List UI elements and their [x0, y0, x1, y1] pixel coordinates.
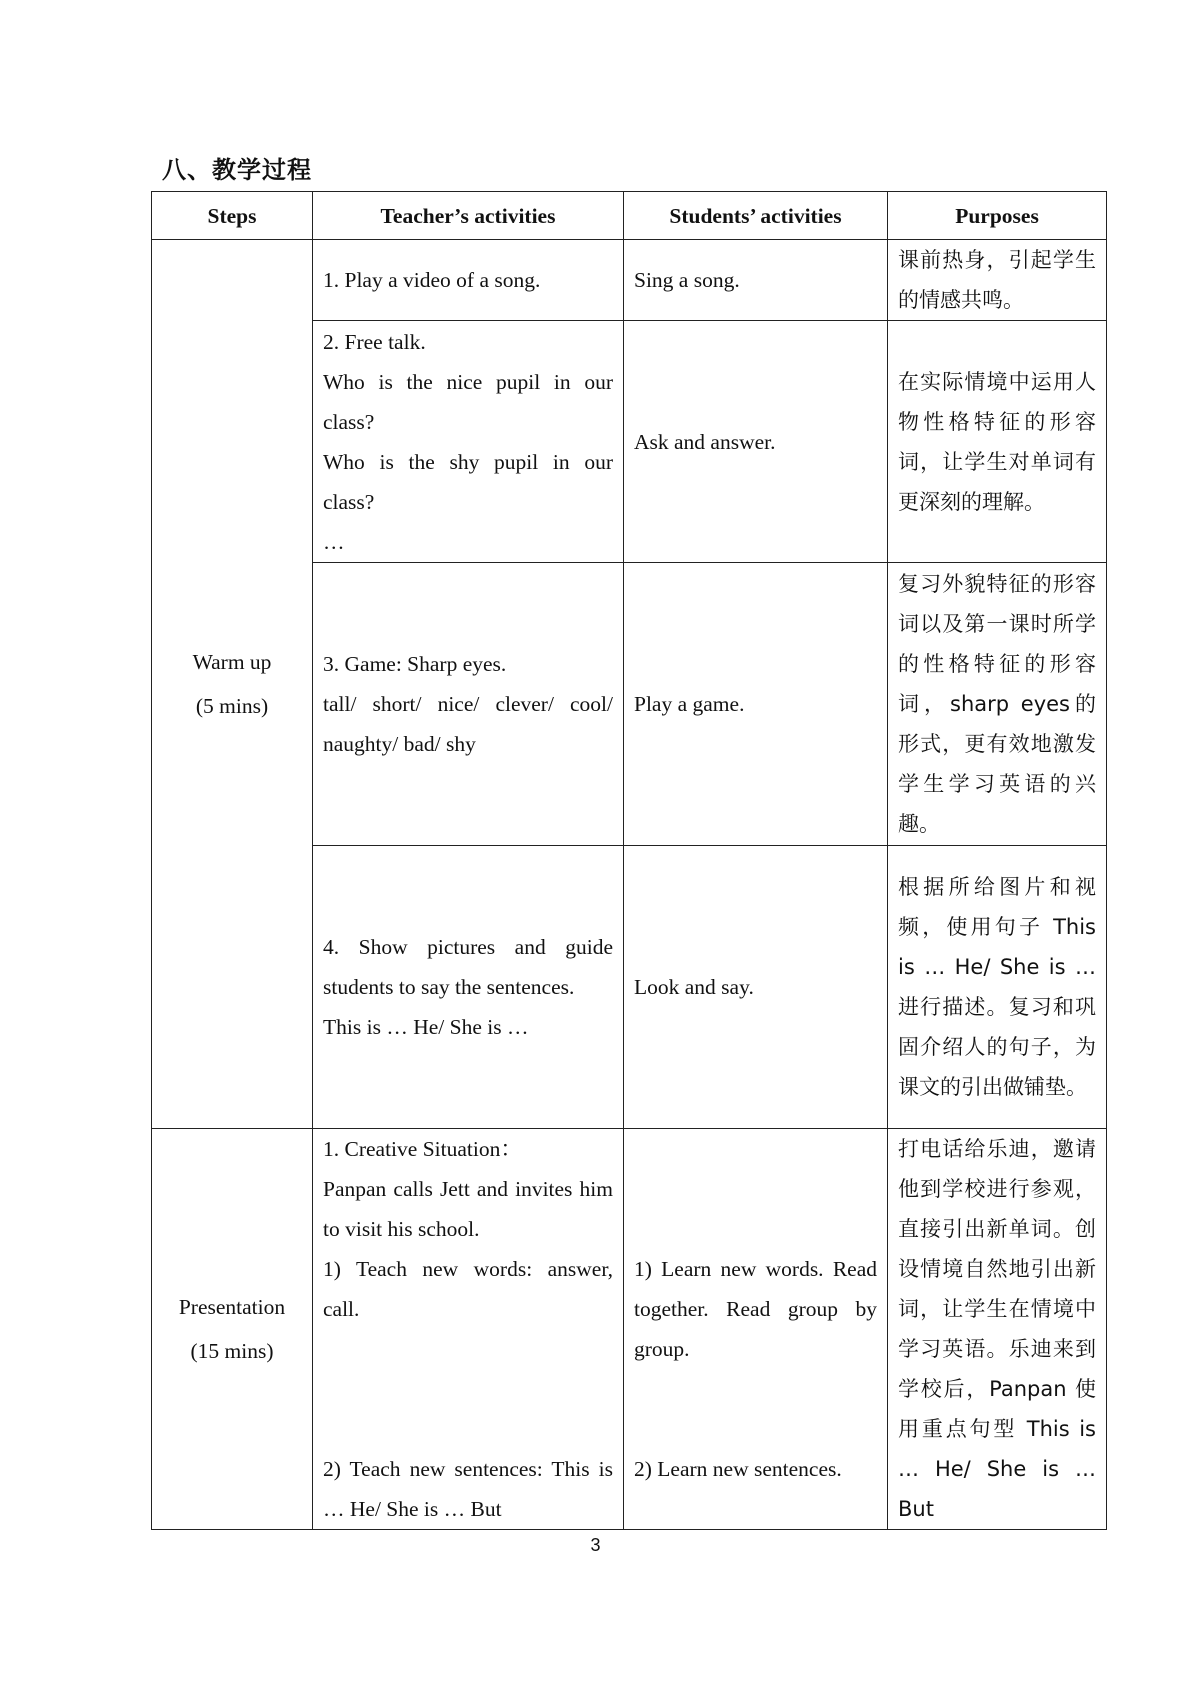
col-header-teacher: Teacher’s activities	[313, 192, 624, 240]
purpose-cell: 打电话给乐迪，邀请他到学校进行参观，直接引出新单词。创设情境自然地引出新词，让学生在情境中学习英语。乐迪来到学校后，Panpan 使用重点句型 This is … He/ She is … But	[888, 1129, 1107, 1530]
teaching-process-table	[151, 191, 1107, 1530]
section-heading: 八、教学过程	[162, 156, 312, 184]
teacher-cell	[313, 563, 624, 846]
teacher-cell	[313, 846, 624, 1129]
purpose-cell: 在实际情境中运用人物性格特征的形容词，让学生对单词有更深刻的理解。	[888, 321, 1107, 563]
students-cell: Play a game.	[624, 563, 888, 846]
page-number: 3	[590, 1535, 601, 1555]
teacher-cell	[313, 1129, 624, 1530]
col-header-students: Students’ activities	[624, 192, 888, 240]
purpose-cell: 复习外貌特征的形容词以及第一课时所学的性格特征的形容词，sharp eyes的形式，更有效地激发学生学习英语的兴趣。	[888, 563, 1107, 846]
step-time: (15 mins)	[190, 1339, 274, 1363]
teacher-line: 2) Teach new sentences: This is … He/ She is … But	[323, 1457, 613, 1521]
students-cell	[624, 1129, 888, 1530]
teacher-line: Panpan calls Jett and invites him to visit his school.	[323, 1177, 613, 1241]
teacher-line: tall/ short/ nice/ clever/ cool/ naughty/ bad/ shy	[323, 692, 613, 756]
teacher-cell	[313, 240, 624, 321]
students-cell: Sing a song.	[624, 240, 888, 321]
step-cell-presentation	[152, 1129, 313, 1530]
col-header-steps: Steps	[152, 192, 313, 240]
teacher-line: …	[323, 529, 345, 554]
teacher-line: 4. Show pictures and guide students to say the sentences.	[323, 935, 613, 999]
purpose-cell: 课前热身，引起学生的情感共鸣。	[888, 240, 1107, 321]
teacher-line: 2. Free talk.	[323, 329, 426, 354]
students-cell: Ask and answer.	[624, 321, 888, 563]
purpose-cell: 根据所给图片和视频，使用句子 This is … He/ She is … 进行描述。复习和巩固介绍人的句子，为课文的引出做铺垫。	[888, 846, 1107, 1129]
teacher-line: This is … He/ She is …	[323, 1015, 529, 1039]
teacher-line: 1. Creative Situation：	[323, 1137, 522, 1161]
students-cell: Look and say.	[624, 846, 888, 1129]
teacher-line: 1) Teach new words: answer, call.	[323, 1257, 613, 1321]
teacher-cell	[313, 321, 624, 563]
students-line: 2) Learn new sentences.	[634, 1457, 842, 1481]
students-line: 1) Learn new words. Read together. Read group by group.	[634, 1257, 877, 1361]
table-row	[152, 240, 1107, 321]
teacher-line: Who is the shy pupil in our class?	[323, 449, 613, 514]
col-header-purposes: Purposes	[888, 192, 1107, 240]
teacher-line: 1. Play a video of a song.	[323, 268, 541, 292]
teacher-line: 3. Game: Sharp eyes.	[323, 652, 507, 676]
step-name: Warm up	[192, 650, 272, 674]
teacher-line: Who is the nice pupil in our class?	[323, 369, 613, 434]
table-row	[152, 1129, 1107, 1530]
table-header-row	[152, 192, 1107, 240]
step-name: Presentation	[178, 1295, 286, 1319]
step-time: (5 mins)	[195, 694, 269, 718]
step-cell-warmup	[152, 240, 313, 1129]
